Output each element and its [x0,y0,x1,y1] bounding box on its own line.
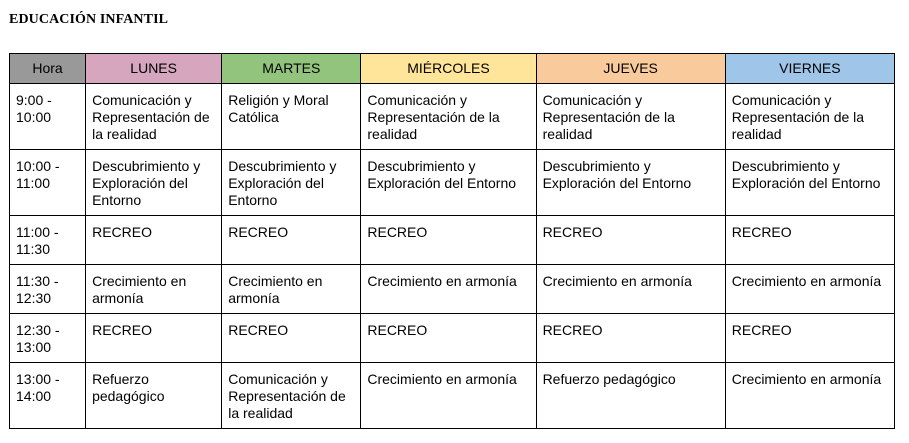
time-cell: 9:00 - 10:00 [10,84,86,150]
header-jueves: JUEVES [536,54,725,84]
schedule-cell: RECREO [86,314,222,363]
time-cell: 12:30 - 13:00 [10,314,86,363]
schedule-cell: Comunicación y Representación de la realidad [536,84,725,150]
schedule-cell: RECREO [361,314,536,363]
schedule-cell: RECREO [725,216,894,265]
schedule-cell: Descubrimiento y Exploración del Entorno [536,150,725,216]
schedule-cell: RECREO [222,216,361,265]
schedule-cell: Crecimiento en armonía [222,265,361,314]
table-row [10,216,895,265]
header-row [10,54,895,84]
time-cell: 11:30 - 12:30 [10,265,86,314]
table-row [10,150,895,216]
schedule-cell: Crecimiento en armonía [725,265,894,314]
table-row [10,84,895,150]
header-viernes: VIERNES [725,54,894,84]
time-cell: 11:00 - 11:30 [10,216,86,265]
header-lunes: LUNES [86,54,222,84]
header-miercoles: MIÉRCOLES [361,54,536,84]
schedule-cell: RECREO [725,314,894,363]
schedule-cell: Comunicación y Representación de la realidad [222,363,361,429]
schedule-cell: RECREO [361,216,536,265]
schedule-cell: Crecimiento en armonía [725,363,894,429]
header-martes: MARTES [222,54,361,84]
schedule-cell: Descubrimiento y Exploración del Entorno [725,150,894,216]
schedule-cell: Comunicación y Representación de la realidad [725,84,894,150]
schedule-cell: RECREO [536,216,725,265]
time-cell: 13:00 - 14:00 [10,363,86,429]
header-hora: Hora [10,54,86,84]
table-row [10,363,895,429]
schedule-cell: Religión y Moral Católica [222,84,361,150]
schedule-cell: Crecimiento en armonía [361,363,536,429]
schedule-cell: Descubrimiento y Exploración del Entorno [222,150,361,216]
table-row [10,314,895,363]
schedule-cell: RECREO [536,314,725,363]
schedule-cell: Refuerzo pedagógico [536,363,725,429]
schedule-cell: Crecimiento en armonía [361,265,536,314]
schedule-cell: Descubrimiento y Exploración del Entorno [86,150,222,216]
schedule-cell: Descubrimiento y Exploración del Entorno [361,150,536,216]
schedule-cell: Comunicación y Representación de la realidad [361,84,536,150]
schedule-cell: RECREO [86,216,222,265]
schedule-table [9,53,895,429]
schedule-cell: Comunicación y Representación de la realidad [86,84,222,150]
schedule-cell: Refuerzo pedagógico [86,363,222,429]
schedule-cell: RECREO [222,314,361,363]
table-row [10,265,895,314]
schedule-cell: Crecimiento en armonía [536,265,725,314]
schedule-cell: Crecimiento en armonía [86,265,222,314]
document-title: EDUCACIÓN INFANTIL [9,12,169,27]
time-cell: 10:00 - 11:00 [10,150,86,216]
